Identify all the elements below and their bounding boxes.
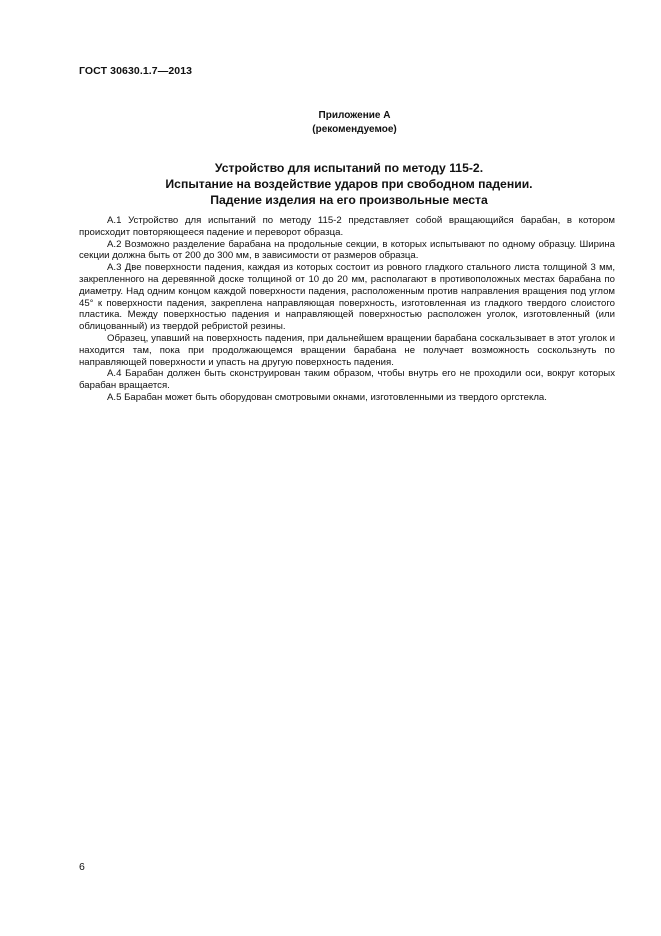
appendix-title	[79, 160, 619, 208]
document-code: ГОСТ 30630.1.7—2013	[79, 65, 193, 77]
appendix-label: Приложение А	[318, 110, 391, 121]
paragraph-a5: А.5 Барабан может быть оборудован смотровыми окнами, изготовленными из твердого оргстекла.	[107, 391, 547, 403]
title-line-2: Испытание на воздействие ударов при свободном падении.	[165, 177, 533, 191]
title-line-3: Падение изделия на его произвольные места	[210, 193, 488, 207]
paragraph-a3-continuation: Образец, упавший на поверхность падения, при дальнейшем вращении барабана соскальзывает в этот уголок и находится там, пока при продолжающемся вращении барабана не получает возможность соскользнуть по направляющей поверхности и упасть на другую поверхность падения.	[79, 332, 615, 368]
paragraph-a4: А.4 Барабан должен быть сконструирован таким образом, чтобы внутрь его не проходили оси, вокруг которых барабан вращается.	[79, 368, 615, 392]
page-number: 6	[79, 861, 85, 873]
paragraph-a3: А.3 Две поверхности падения, каждая из которых состоит из ровного гладкого стального листа толщиной 3 мм, закрепленного на деревянной доске толщиной от 10 до 20 мм, располагают в противоположных местах барабана по диаметру. Над одним концом каждой поверхности падения, расположенным против направления вращения под углом 45° к поверхности падения, закреплена направляющая поверхность, изготовленная из гладкого твердого слоистого пластика. Между поверхностью падения и направляющей поверхностью расположен уголок, изготовленный (или облицованный) из твердой ребристой резины.	[79, 262, 615, 333]
paragraph-a1: А.1 Устройство для испытаний по методу 115-2 представляет собой вращающийся барабан, в котором происходит повторяющееся падение и переворот образца.	[79, 215, 615, 238]
appendix-status: (рекомендуемое)	[312, 124, 397, 135]
title-line-1: Устройство для испытаний по методу 115-2.	[214, 161, 484, 175]
appendix-body	[79, 215, 615, 404]
paragraph-a2: А.2 Возможно разделение барабана на продольные секции, в которых испытывают по одному образцу. Ширина секции должна быть от 200 до 300 мм, в зависимости от размеров образца.	[79, 238, 615, 262]
appendix-heading	[24, 109, 661, 137]
